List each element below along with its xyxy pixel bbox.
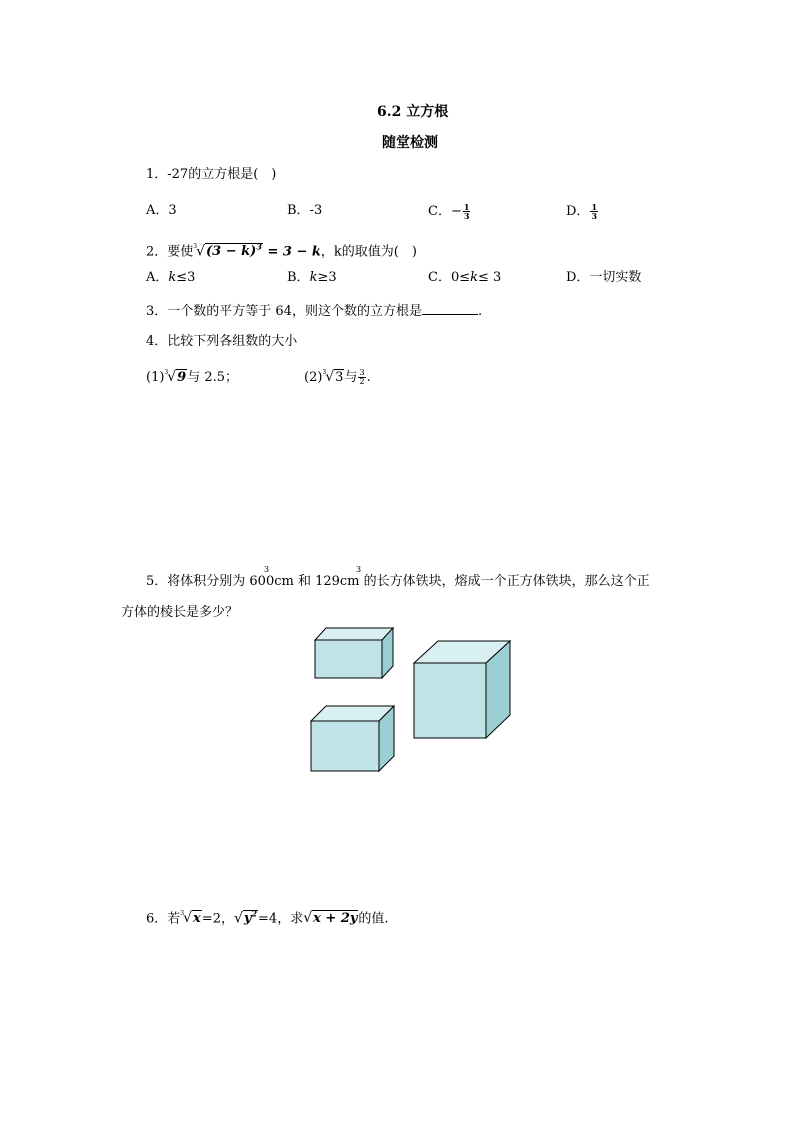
q1-option-c: C．− $\frac{1}{3}$ [428, 202, 470, 221]
q1-option-d: D． $\frac{1}{3}$ [566, 202, 598, 221]
answer-blank[interactable] [422, 302, 478, 315]
cube-root-expression: $^3√(3 - k)^3$ [193, 242, 262, 260]
q4-part-2: $(2)^3√3$与 $\frac{3}{2}$ . [304, 368, 371, 386]
question-5-line-1: 5．将体积分别为 600cm 和 129cm 的长方体铁块，熔成一个正方体铁块，那么这个正 [146, 574, 650, 589]
cm3-exponent-1: 3 [264, 565, 270, 574]
q4-part-1: $(1)^3√9$与 2.5； [146, 369, 239, 385]
question-4-stem: 4．比较下列各组数的大小 [146, 334, 298, 349]
q2-option-a: A．k≤3 [146, 270, 196, 285]
q1-option-a: A．3 [146, 203, 177, 218]
large-cube [414, 641, 510, 738]
cm3-exponent-2: 3 [356, 565, 362, 574]
question-6-stem: 6．若$^3$√x=2，$√y^2=4$，求√x + 2y的值. [146, 909, 389, 927]
small-cuboid-top [315, 628, 393, 678]
small-cuboid-bottom [311, 706, 394, 771]
page-title: 6.2 立方根 [377, 104, 449, 120]
question-1-stem: 1．-27的立方根是( ) [146, 167, 277, 182]
boxes-illustration [305, 625, 535, 775]
q1-option-b: B．-3 [287, 203, 323, 218]
q2-option-d: D．一切实数 [566, 270, 642, 285]
q2-option-c: C．0≤k≤ 3 [428, 270, 502, 285]
question-3-stem: 3．一个数的平方等于 64，则这个数的立方根是 . [146, 304, 483, 319]
q2-option-b: B．k≥3 [287, 270, 337, 285]
question-5-line-2: 方体的棱长是多少？ [121, 605, 239, 620]
question-2-stem: 2．要使$^3√(3 - k)^3 = 3 - k$，k的取值为( ) [146, 239, 417, 262]
page-subtitle: 随堂检测 [382, 135, 438, 151]
